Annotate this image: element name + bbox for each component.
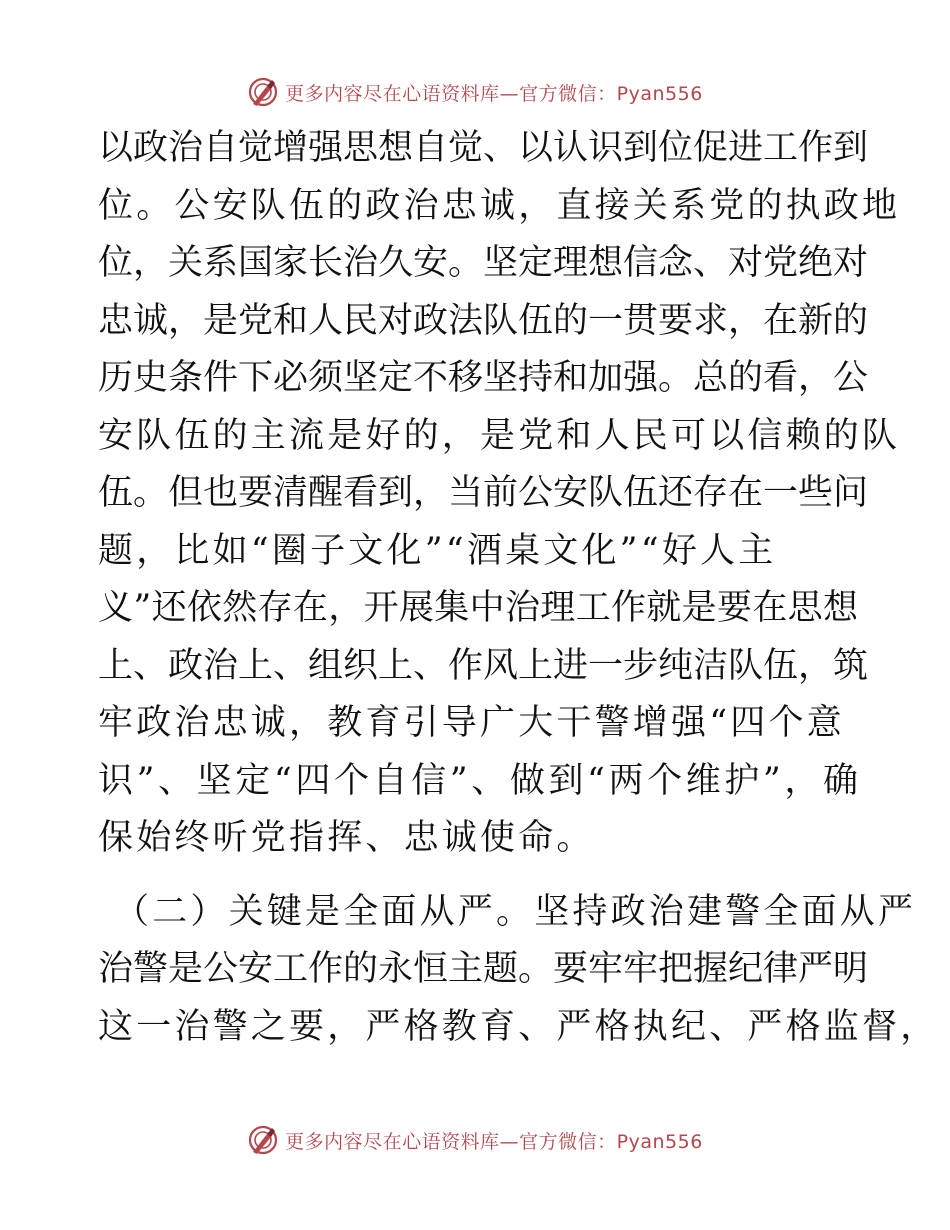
text-line: 保始终听党指挥、忠诚使命。 [98, 818, 595, 858]
pen-logo-icon [247, 1124, 279, 1156]
text-line: （二）关键是全面从严。坚持政治建警全面从严 [114, 891, 917, 932]
text-line: 以政治自觉增强思想自觉、以认识到位促进工作到 [98, 128, 869, 168]
text-line: 上、政治上、组织上、作风上进一步纯洁队伍，筑 [98, 645, 869, 686]
text-line: 伍。但也要清醒看到，当前公安队伍还存在一些问 [98, 473, 869, 513]
paragraph-2 [98, 884, 939, 1057]
footer-watermark-text: 更多内容尽在心语资料库—官方微信：Pyan556 [285, 1130, 703, 1153]
text-line: 识”、坚定“四个自信”、做到“两个维护”，确 [98, 760, 858, 801]
text-line: 位。公安队伍的政治忠诚，直接关系党的执政地 [98, 185, 901, 226]
paragraph-1 [98, 120, 901, 868]
header-watermark-text: 更多内容尽在心语资料库—官方微信：Pyan556 [285, 82, 703, 105]
text-line: 题，比如“圈子文化”“酒桌文化”“好人主 [98, 530, 777, 571]
text-line: 位，关系国家长治久安。坚定理想信念、对党绝对 [98, 243, 869, 283]
pen-logo-icon [247, 76, 279, 108]
text-line: 历史条件下必须坚定不移坚持和加强。总的看，公 [98, 358, 869, 398]
text-line: 牢政治忠诚，教育引导广大干警增强“四个意 [98, 703, 845, 743]
footer-watermark [0, 1120, 950, 1160]
text-line: 安队伍的主流是好的，是党和人民可以信赖的队 [98, 415, 901, 456]
text-line: 这一治警之要，严格教育、严格执纪、严格监督， [98, 1006, 939, 1047]
document-body [98, 120, 939, 1056]
text-line: 治警是公安工作的永恒主题。要牢牢把握纪律严明 [98, 949, 869, 989]
text-line: 义”还依然存在，开展集中治理工作就是要在思想 [98, 588, 858, 628]
text-line: 忠诚，是党和人民对政法队伍的一贯要求，在新的 [98, 300, 869, 341]
header-watermark [0, 72, 950, 112]
